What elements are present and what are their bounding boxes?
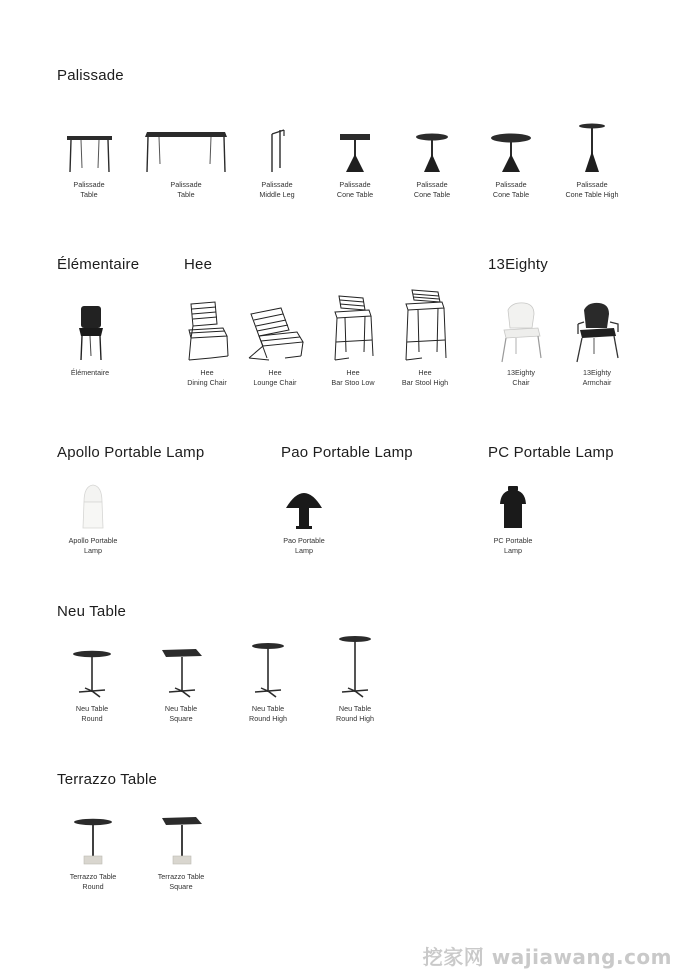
product-neu-table-square[interactable] xyxy=(152,644,210,724)
section-heading-neu: Neu Table xyxy=(57,603,127,620)
caption-line: Palissade xyxy=(416,180,448,189)
product-palissade-cone-table-round[interactable] xyxy=(406,124,458,200)
caption-line: Palissade xyxy=(73,180,105,189)
section-heading-pc: PC Portable Lamp xyxy=(488,444,614,461)
product-palissade-table-small[interactable] xyxy=(59,124,119,200)
caption-line: Bar Stoo Low xyxy=(331,377,375,387)
cone-table-round-icon xyxy=(412,124,452,176)
pc-lamp-icon xyxy=(495,482,531,532)
section-heading-13eighty: 13Eighty xyxy=(488,256,548,273)
caption-line: Neu Table xyxy=(338,704,372,713)
caption-line: Terrazzo Table xyxy=(157,872,205,881)
product-hee-bar-stool-low[interactable] xyxy=(324,292,382,388)
section-heading-terrazzo: Terrazzo Table xyxy=(57,771,158,788)
product-hee-dining-chair[interactable] xyxy=(178,300,236,388)
caption-line: Lounge Chair xyxy=(253,377,297,387)
caption-line: Bar Stool High xyxy=(401,377,449,387)
section-heading-pao: Pao Portable Lamp xyxy=(281,444,413,461)
terrazzo-round-table-icon xyxy=(68,812,118,868)
section-heading-hee: Hee xyxy=(184,256,213,273)
hee-dining-chair-icon xyxy=(183,300,231,364)
caption-line: Round High xyxy=(249,713,287,723)
product-palissade-cone-table-square[interactable] xyxy=(329,124,381,200)
hee-lounge-chair-icon xyxy=(245,300,305,364)
caption-line: Hee xyxy=(346,368,360,377)
neu-round-table-icon xyxy=(67,644,117,700)
caption-line: Terrazzo Table xyxy=(69,872,117,881)
section-heading-elementaire: Élémentaire xyxy=(57,256,140,273)
product-hee-bar-stool-high[interactable] xyxy=(394,288,456,388)
product-terrazzo-table-round[interactable] xyxy=(62,812,124,892)
product-palissade-cone-table-large[interactable] xyxy=(485,124,537,200)
caption-line: Cone Table xyxy=(413,189,451,199)
caption-line: Dining Chair xyxy=(187,377,227,387)
caption-line: Hee xyxy=(268,368,282,377)
caption-line: Square xyxy=(169,881,193,891)
caption-line: Lamp xyxy=(84,545,102,555)
product-neu-table-round[interactable] xyxy=(62,644,122,724)
caption-line: Middle Leg xyxy=(259,189,295,199)
pao-lamp-icon xyxy=(282,482,326,532)
caption-line: Neu Table xyxy=(164,704,198,713)
watermark: 挖家网 wajiawang.com xyxy=(422,945,672,969)
product-neu-table-round-high[interactable] xyxy=(238,638,298,724)
section-heading-apollo: Apollo Portable Lamp xyxy=(57,444,205,461)
caption-line: 13Eighty xyxy=(507,368,535,377)
caption-line: Palissade xyxy=(495,180,527,189)
caption-line: 13Eighty xyxy=(583,368,611,377)
product-neu-table-round-high-2[interactable] xyxy=(324,632,386,724)
product-pao-portable-lamp[interactable] xyxy=(274,482,334,556)
caption-line: Apollo Portable xyxy=(68,536,118,545)
caption-line: Élémentaire xyxy=(70,368,110,377)
caption-line: Palissade xyxy=(339,180,371,189)
caption-line: Round High xyxy=(336,713,374,723)
neu-square-table-icon xyxy=(156,644,206,700)
caption-line: Palissade xyxy=(261,180,293,189)
product-palissade-table-long[interactable] xyxy=(142,124,230,200)
caption-line: Table xyxy=(80,189,98,199)
caption-line: Armchair xyxy=(582,377,612,387)
palissade-long-table-icon xyxy=(143,124,229,176)
cone-table-square-icon xyxy=(335,124,375,176)
product-13eighty-armchair[interactable] xyxy=(566,300,628,388)
cone-table-high-icon xyxy=(572,119,612,176)
13eighty-armchair-icon xyxy=(572,300,622,364)
product-apollo-portable-lamp[interactable] xyxy=(60,482,126,556)
caption-line: Table xyxy=(177,189,195,199)
caption-line: Hee xyxy=(418,368,432,377)
hee-bar-stool-low-icon xyxy=(329,292,377,364)
caption-line: PC Portable xyxy=(493,536,533,545)
hee-bar-stool-high-icon xyxy=(400,288,450,364)
caption-line: Palissade xyxy=(170,180,202,189)
neu-round-high-table-icon xyxy=(246,638,290,700)
product-pc-portable-lamp[interactable] xyxy=(484,482,542,556)
palissade-table-icon xyxy=(61,124,117,176)
caption-line: Round xyxy=(81,713,103,723)
neu-round-high-table-icon xyxy=(333,632,377,700)
caption-line: Cone Table xyxy=(336,189,374,199)
caption-line: Neu Table xyxy=(75,704,109,713)
product-terrazzo-table-square[interactable] xyxy=(150,812,212,892)
caption-line: Lamp xyxy=(504,545,522,555)
caption-line: Hee xyxy=(200,368,214,377)
caption-line: Cone Table High xyxy=(565,189,619,199)
caption-line: Round xyxy=(82,881,104,891)
caption-line: Lamp xyxy=(295,545,313,555)
elementaire-chair-icon xyxy=(70,302,110,364)
apollo-lamp-icon xyxy=(76,482,110,532)
terrazzo-square-table-icon xyxy=(156,812,206,868)
caption-line: Neu Table xyxy=(251,704,285,713)
product-elementaire-chair[interactable] xyxy=(62,302,118,378)
middle-leg-icon xyxy=(262,124,292,176)
product-hee-lounge-chair[interactable] xyxy=(244,300,306,388)
caption-line: Chair xyxy=(512,377,530,387)
caption-line: Pao Portable xyxy=(283,536,325,545)
section-heading-palissade: Palissade xyxy=(57,67,124,84)
product-13eighty-chair[interactable] xyxy=(493,300,549,388)
product-palissade-middle-leg[interactable] xyxy=(252,124,302,200)
caption-line: Square xyxy=(169,713,193,723)
product-palissade-cone-table-high[interactable] xyxy=(560,119,624,200)
cone-table-large-icon xyxy=(488,124,534,176)
13eighty-chair-icon xyxy=(496,300,546,364)
caption-line: Palissade xyxy=(576,180,608,189)
caption-line: Cone Table xyxy=(492,189,530,199)
